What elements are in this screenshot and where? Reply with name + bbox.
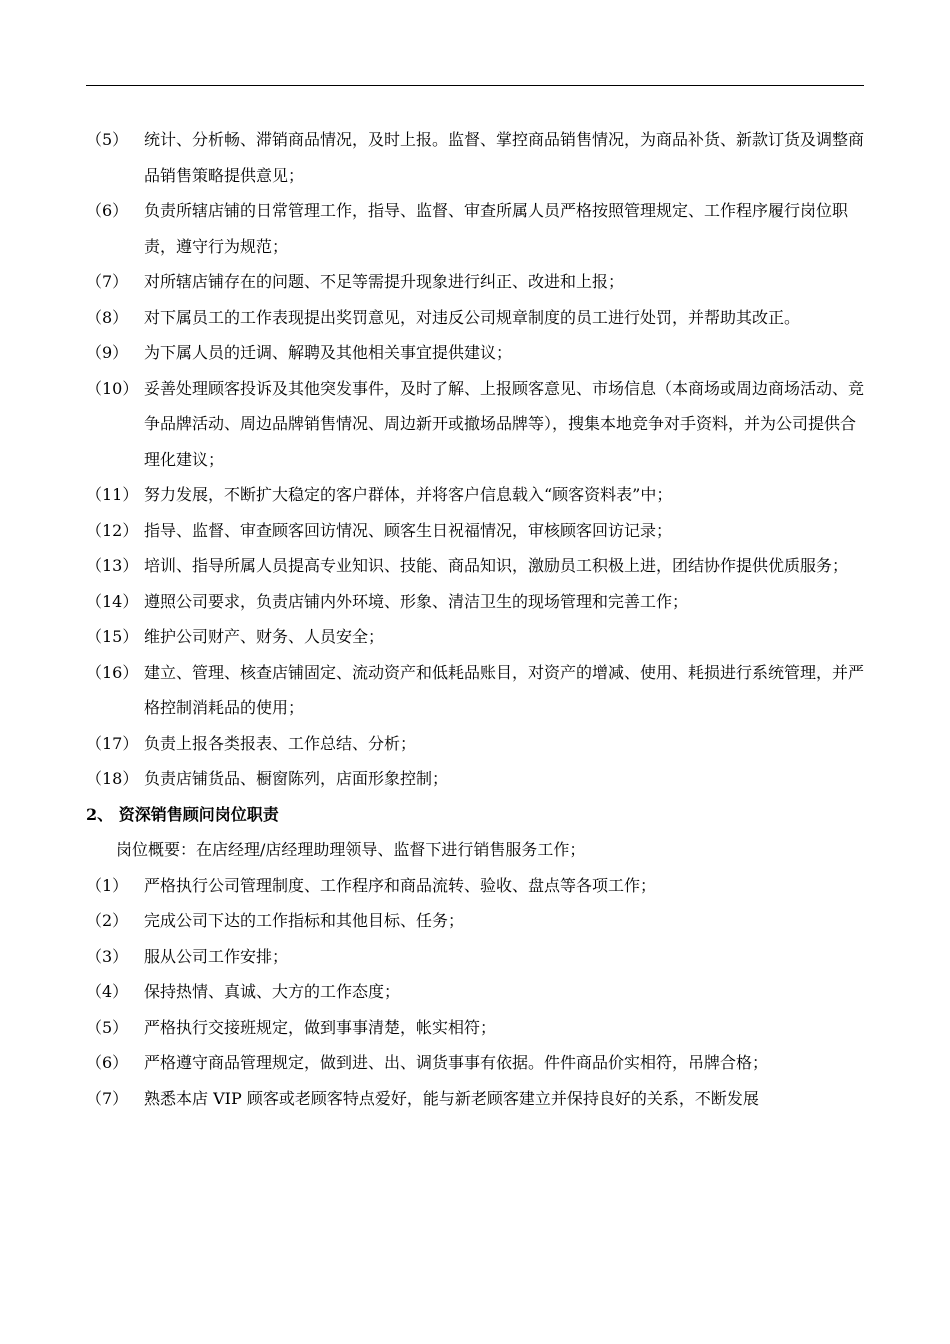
list-item [86,335,864,371]
item-text: 负责店铺货品、橱窗陈列，店面形象控制； [144,769,449,788]
item-number: （18） [86,769,139,788]
list-item [86,868,864,904]
item-number: （10） [86,378,139,398]
item-text: 负责上报各类报表、工作总结、分析； [144,733,417,753]
section-heading: 2、 资深销售顾问岗位职责 [86,804,279,824]
list-item [86,122,864,193]
item-text: 维护公司财产、财务、人员安全； [144,627,385,646]
item-number: （12） [86,520,139,540]
item-number: （7） [86,272,129,291]
item-text: 建立、管理、核查店铺固定、流动资产和低耗品账目，对资产的增减、使用、耗损进行系统管理，并严格控制消耗品的使用； [144,662,865,717]
list-item [86,974,864,1010]
item-text: 服从公司工作安排； [144,946,289,966]
list-item [86,726,864,762]
list-item [86,1010,864,1046]
list-item [86,371,864,478]
list-item [86,655,864,726]
item-text: 负责所辖店铺的日常管理工作，指导、监督、审查所属人员严格按照管理规定、工作程序履行岗位职责，遵守行为规范； [144,201,849,256]
list-item [86,513,864,549]
list-item [86,264,864,300]
item-number: （6） [86,201,129,220]
list-item [86,761,864,797]
item-number: （4） [86,982,129,1001]
item-number: （13） [86,556,139,575]
item-number: （5） [86,1017,129,1037]
item-text: 严格执行公司管理制度、工作程序和商品流转、验收、盘点等各项工作； [144,875,657,895]
list-item [86,1081,864,1117]
item-text: 严格遵守商品管理规定，做到进、出、调货事事有依据。件件商品价实相符，吊牌合格； [144,1053,769,1072]
item-text: 对所辖店铺存在的问题、不足等需提升现象进行纠正、改进和上报； [144,272,625,291]
item-number: （7） [86,1088,129,1108]
item-number: （8） [86,307,129,327]
list-item [86,1045,864,1081]
item-text: 完成公司下达的工作指标和其他目标、任务； [144,911,465,930]
item-text: 对下属员工的工作表现提出奖罚意见，对违反公司规章制度的员工进行处罚，并帮助其改正。 [144,307,801,327]
item-number: （9） [86,343,129,362]
list-item [86,193,864,264]
item-number: （5） [86,130,129,149]
item-number: （1） [86,875,129,895]
item-number: （2） [86,911,129,930]
list-item [86,584,864,620]
item-number: （3） [86,946,129,966]
position-overview: 岗位概要：在店经理/店经理助理领导、监督下进行销售服务工作； [116,840,586,859]
section1-list [86,122,864,797]
item-text: 统计、分析畅、滞销商品情况，及时上报。监督、掌控商品销售情况，为商品补货、新款订货及调整商品销售策略提供意见； [144,130,865,185]
item-number: （11） [86,485,139,504]
item-text: 遵照公司要求，负责店铺内外环境、形象、清洁卫生的现场管理和完善工作； [144,591,689,611]
item-number: （14） [86,591,139,611]
section2-list [86,868,864,1117]
list-item [86,548,864,584]
document-body [86,122,864,1116]
item-number: （17） [86,733,139,753]
header-rule [86,85,864,86]
item-text: 为下属人员的迁调、解聘及其他相关事宜提供建议； [144,343,513,362]
item-text: 努力发展，不断扩大稳定的客户群体，并将客户信息载入“顾客资料表”中； [144,485,673,504]
item-text: 严格执行交接班规定，做到事事清楚，帐实相符； [144,1017,497,1037]
item-number: （16） [86,662,139,682]
list-item [86,903,864,939]
list-item [86,300,864,336]
item-text: 保持热情、真诚、大方的工作态度； [144,982,401,1001]
list-item [86,619,864,655]
item-number: （15） [86,627,139,646]
item-text: 指导、监督、审查顾客回访情况、顾客生日祝福情况，审核顾客回访记录； [144,520,673,540]
list-item [86,477,864,513]
item-text: 培训、指导所属人员提高专业知识、技能、商品知识，激励员工积极上进，团结协作提供优质服务； [144,556,849,575]
item-text: 熟悉本店 VIP 顾客或老顾客特点爱好，能与新老顾客建立并保持良好的关系，不断发展 [144,1088,759,1108]
item-text: 妥善处理顾客投诉及其他突发事件，及时了解、上报顾客意见、市场信息（本商场或周边商场活动、竞争品牌活动、周边品牌销售情况、周边新开或撤场品牌等），搜集本地竞争对手资料，并为公司提供合理化建议； [144,378,865,469]
item-number: （6） [86,1053,129,1072]
list-item [86,939,864,975]
